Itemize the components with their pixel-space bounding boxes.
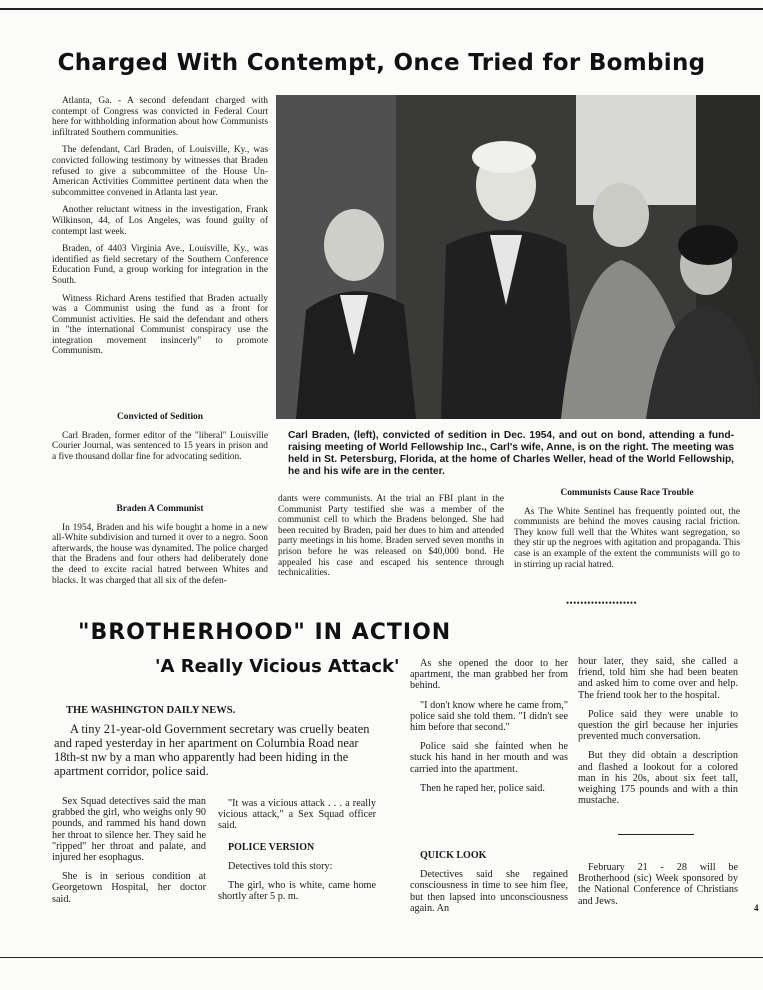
brotherhood-notice: [578, 862, 738, 915]
paragraph: dants were communists. At the trial an FBI plant in the Communist Party testified she was a member of the communist cell to which the Bradens belonged. She had been recuited by Braden, paid her dues to him and attended party meetings in his home. Braden served seven months in prison before he was released on $40,000 bond. He appealed his case and escaped his sentence through technicalities.: [278, 494, 504, 579]
top-rule: [0, 8, 763, 10]
bottom-rule: [0, 957, 763, 958]
news-photo: [276, 95, 760, 419]
communist-section: [52, 504, 268, 593]
paragraph: As The White Sentinel has frequently pointed out, the communists are behind the moves causing racial friction. They know full well that the Whites want segregation, so they stir up the negroes with agitation and propaganda. This case is an example of the extent the communists will go to in stirring up racial hatred.: [514, 506, 740, 570]
paragraph: Carl Braden, former editor of the "liberal" Louisville Courier Journal, was sentenced to 15 years in prison and a five thousand dollar fine for advocating sedition.: [52, 430, 268, 462]
sedition-section: [52, 412, 268, 469]
story2-subhead: 'A Really Vicious Attack': [155, 656, 400, 677]
story2-colD: [578, 656, 738, 814]
paragraph: In 1954, Braden and his wife bought a home in a new all-White subdivision and turned it over to a negro. Soon afterwards, the house was dynamited. The police charged that the Bradens and four others had deliberately done the deed to excite racial hatred between Whites and blacks. It was charged that all six of the defen-: [52, 522, 268, 586]
race-section: [514, 488, 740, 577]
story2-headline: "BROTHERHOOD" IN ACTION: [78, 620, 452, 645]
paragraph: The girl, who is white, came home shortly after 5 p. m.: [218, 880, 376, 903]
paragraph: Detectives said she regained consciousness in time to see him flee, but then lapsed into unconsciousness again. An: [410, 869, 568, 914]
lede-paragraph: A tiny 21-year-old Government secretary was cruelly beaten and raped yesterday in her apartment on Columbia Road near 18th-st nw by a man who apparently had been hiding in the apartment corridor, police said.: [54, 722, 370, 778]
paragraph: Police said she fainted when he stuck his hand in her mouth and was carried into the apartment.: [410, 741, 568, 775]
paragraph: "I don't know where he came from," police said she told them. "I didn't see him before that second.": [410, 699, 568, 734]
byline: THE WASHINGTON DAILY NEWS.: [66, 705, 236, 716]
paragraph: hour later, they said, she called a friend, told him she had been beaten and asked him to come over and help. The friend took her to the hospital.: [578, 656, 738, 701]
paragraph: February 21 - 28 will be Brotherhood (sic) Week sponsored by the National Conference of Christians and Jews.: [578, 862, 738, 907]
subhead-race: Communists Cause Race Trouble: [560, 488, 694, 498]
subhead-communist: Braden A Communist: [116, 504, 204, 514]
paragraph: But they did obtain a description and flashed a lookout for a colored man in his 20s, about six feet tall, weighing 175 pounds and with a thin mustache.: [578, 750, 738, 807]
story2-colA: [52, 796, 206, 913]
paragraph: Braden, of 4403 Virginia Ave., Louisville, Ky., was identified as field secretary of the Southern Conference Education Fund, a group working for integration in the South.: [52, 244, 268, 286]
subhead-quick-look: QUICK LOOK: [420, 850, 487, 861]
paragraph: The defendant, Carl Braden, of Louisville, Ky., was convicted following testimony by witnesses that Braden refused to give a subcommittee of the House Un-American Activities Committee pertinent data when the subcommittee convened in Atlanta last year.: [52, 145, 268, 198]
separator-dots: ••••••••••••••••••••: [566, 598, 638, 608]
paragraph: She is in serious condition at Georgetown Hospital, her doctor said.: [52, 871, 206, 905]
paragraph: As she opened the door to her apartment, the man grabbed her from behind.: [410, 658, 568, 692]
paragraph: "It was a vicious attack . . . a really vicious attack," a Sex Squad officer said.: [218, 798, 376, 832]
paragraph: Then he raped her, police said.: [420, 782, 545, 794]
paragraph: Another reluctant witness in the investigation, Frank Wilkinson, 44, of Los Angeles, was found guilty of contempt last week.: [52, 205, 268, 237]
lede: [54, 722, 376, 778]
photo-caption: Carl Braden, (left), convicted of sedition in Dec. 1954, and out on bond, attending a fund-raising meeting of World Fellowship Inc., Carl's wife, Anne, is on the right. The meeting was held in St. Petersburg, Florida, at the home of Charles Weller, head of the World Fellowship, he and his wife are in the center.: [288, 430, 734, 477]
paragraph: Detectives told this story:: [228, 860, 333, 872]
subhead-sedition: Convicted of Sedition: [117, 412, 203, 422]
paragraph: Police said they were unable to question the girl because her injuries prevented much conversation.: [578, 708, 738, 743]
story2-colC: [410, 658, 568, 802]
paragraph: Sex Squad detectives said the man grabbed the girl, who weighs only 90 pounds, and rammed his hand down her throat to silence her. They said he "ripped" her throat and palate, and injured her esophagus.: [52, 796, 206, 864]
page-number: 4: [754, 903, 759, 913]
story2-colB: [218, 798, 376, 910]
subhead-police-version: POLICE VERSION: [228, 841, 315, 853]
paragraph: Witness Richard Arens testified that Braden actually was a Communist using the fund as a front for Communist activities. He said the defendant and others in "the international Communist conspiracy use the integration movement insincerly" to promote Communism.: [52, 293, 268, 357]
headline: Charged With Contempt, Once Tried for Bombing: [57, 50, 706, 76]
story1-middle-col: [278, 494, 504, 586]
story1-col1: [52, 96, 268, 364]
photo-image: [276, 95, 760, 419]
quick-look-section: [410, 850, 568, 922]
column-rule: [618, 834, 694, 835]
paragraph: Atlanta, Ga. - A second defendant charged with contempt of Congress was convicted in Federal Court here for withholding information about how Communists infiltrated Southern communities.: [52, 96, 268, 138]
